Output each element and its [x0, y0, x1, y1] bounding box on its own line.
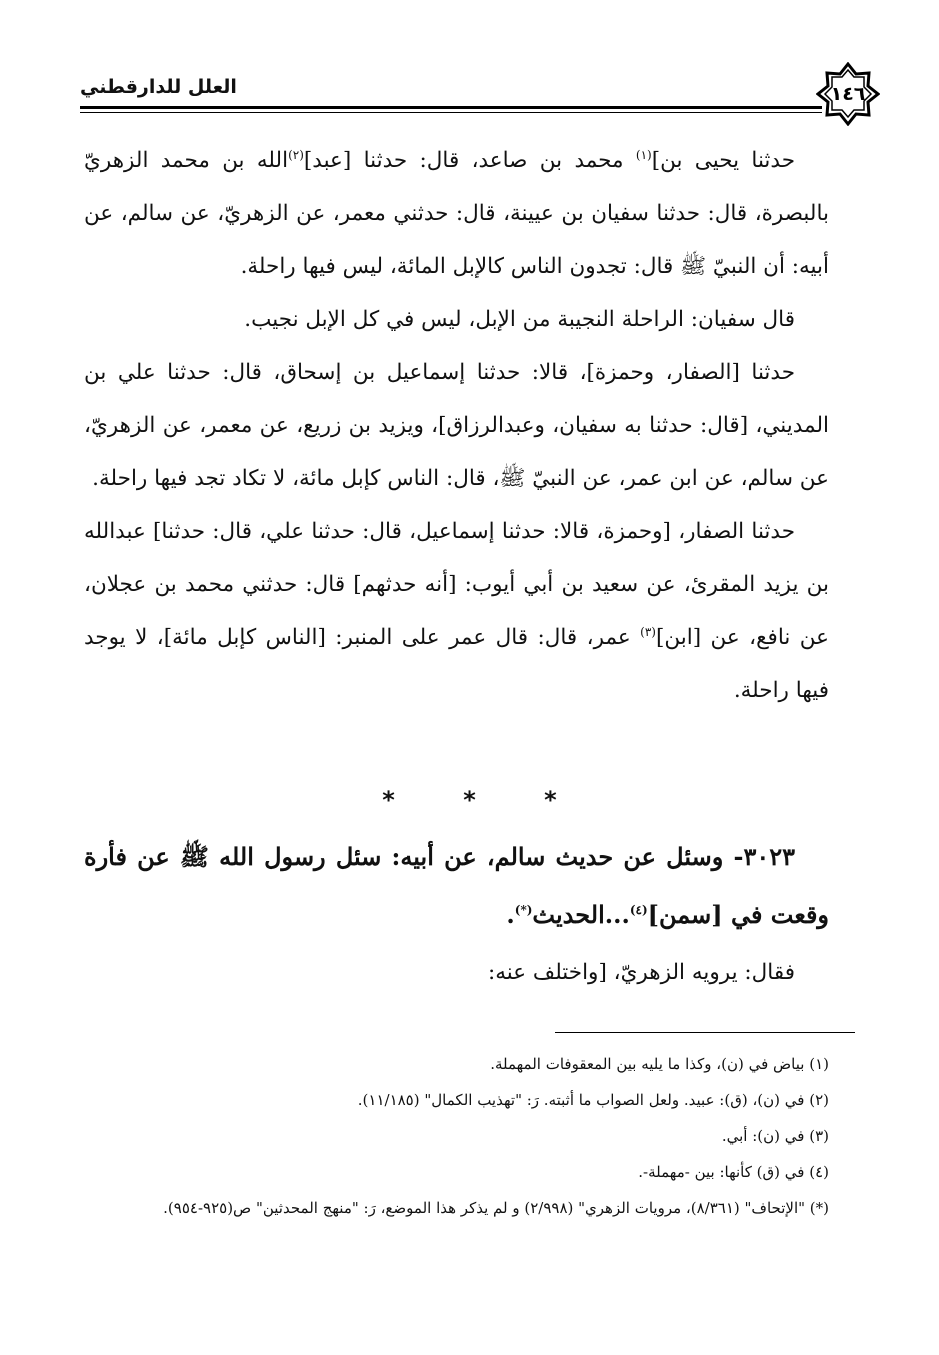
footnote: (٣) في (ن): أبي. [721, 1127, 829, 1145]
entry-heading [84, 828, 829, 944]
footnote-ref: (١) [635, 147, 652, 162]
book-title: العلل للدارقطني [80, 76, 237, 98]
text-run: ...الحديث [532, 900, 630, 929]
text-run: عمر، قال: قال عمر على المنبر: [الناس كإبل مائة]، لا يوجد فيها راحلة. [84, 625, 829, 703]
footnote-ref: (٢) [288, 147, 304, 162]
asterisk: * [463, 786, 476, 814]
asterisk: * [382, 786, 395, 814]
asterisk: * [544, 786, 557, 814]
header-rule [80, 106, 822, 109]
text-run: حدثنا الصفار، [وحمزة، قالا: حدثنا إسماعيل، قال: حدثنا علي، قال: حدثنا] عبدالله بن يزيد المقرئ، عن سعيد بن أبي أيوب: [أنه حدثهم] قال: حدثني محمد بن عجلان، عن نافع، عن [ابن] [84, 519, 829, 650]
text-run: . [506, 900, 515, 929]
page-number-badge [816, 62, 880, 126]
footnote: (*) "الإتحاف" (٨/٣٦١)، مرويات الزهري" (٢/٩٩٨) و لم يذكر هذا الموضع، رَ: "منهج المحدثين" ص(٩٢٥-٩٥٤). [163, 1199, 829, 1217]
footnotes [84, 1046, 829, 1226]
footnote: (٤) في (ق) كأنها: بين -مهملة-. [638, 1163, 829, 1181]
paragraph: قال سفيان: الراحلة النجيبة من الإبل، ليس في كل الإبل نجيب. [244, 307, 795, 332]
main-text [84, 134, 829, 717]
page-header [80, 62, 880, 132]
footnote: (١) بياض في (ن)، وكذا ما يليه بين المعقوفات المهملة. [490, 1055, 829, 1073]
entry-question [84, 828, 829, 944]
footnote-ref: (٣) [640, 624, 656, 639]
page-number: ١٤٦ [830, 83, 866, 105]
entry-answer [84, 948, 829, 998]
text-run: حدثنا يحيى بن] [651, 148, 795, 173]
paragraph [84, 505, 829, 717]
text-run: الله بن محمد الزهريّ بالبصرة، قال: حدثنا سفيان بن عيينة، قال: حدثني معمر، عن الزهريّ، عن سالم، عن أبيه: أن النبيّ ﷺ قال: تجدون الناس كالإبل المائة، ليس فيها راحلة. [84, 148, 829, 279]
footnote-ref: (٤) [629, 903, 648, 917]
header-rule-thin [80, 112, 822, 113]
paragraph: حدثنا [الصفار، وحمزة]، قالا: حدثنا إسماعيل بن إسحاق، قال: حدثنا علي بن المديني، [قال: حدثنا به سفيان، وعبدالرزاق]، ويزيد بن زريع، عن معمر، عن الزهريّ، عن سالم، عن ابن عمر، عن النبيّ ﷺ، قال: الناس كإبل مائة، لا تكاد تجد فيها راحلة. [84, 360, 829, 491]
text-run: ٣٠٢٣- وسئل عن حديث سالم، عن أبيه: سئل رسول الله ﷺ عن فأرة وقعت في [سمن] [84, 842, 829, 929]
section-separator [0, 786, 939, 814]
paragraph: فقال: يرويه الزهريّ، [واختلف عنه: [488, 960, 795, 985]
footnote-divider [555, 1032, 855, 1033]
paragraph [84, 134, 829, 293]
footnote: (٢) في (ن)، (ق): عبيد. ولعل الصواب ما أثبته. رَ: "تهذيب الكمال" (١١/١٨٥). [357, 1091, 829, 1109]
text-run: محمد بن صاعد، قال: حدثنا [عبد] [303, 148, 636, 173]
footnote-ref: (*) [514, 903, 533, 917]
